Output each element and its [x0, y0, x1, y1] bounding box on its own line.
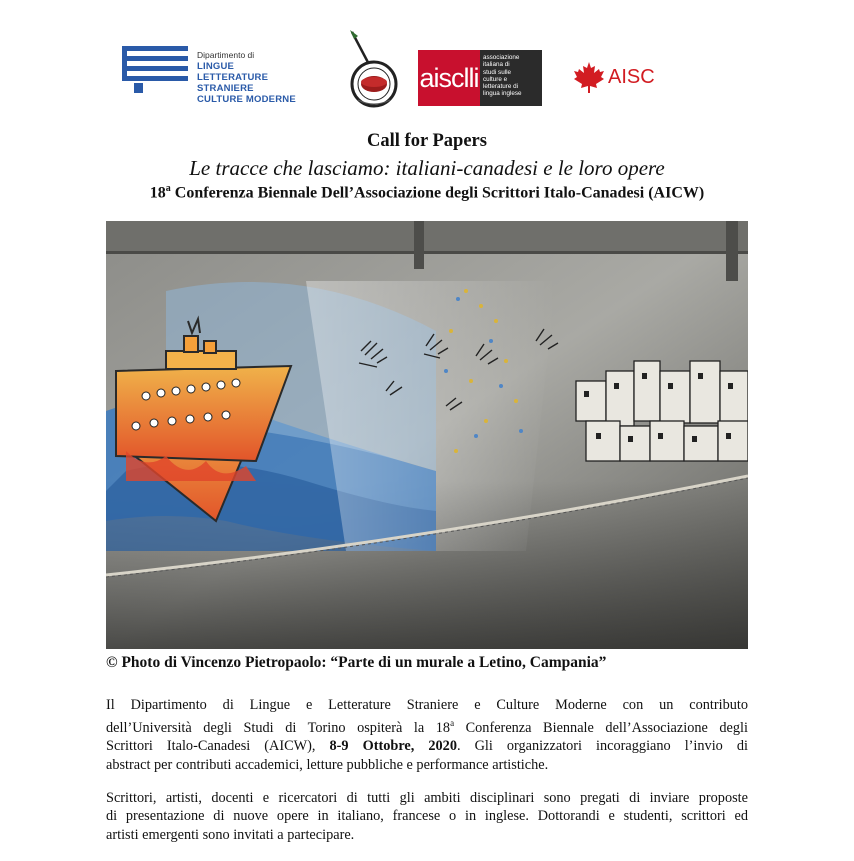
department-line-3: LETTERATURE STRANIERE	[197, 72, 269, 94]
paragraph-line: Scrittori, artisti, docenti e ricercatori di tutti gli ambiti disciplinari sono pregati di inviare proposte	[106, 790, 748, 806]
department-logo-icon	[122, 44, 190, 94]
department-line-2: LINGUE	[197, 61, 235, 72]
aisclli-line: studi sulle	[483, 68, 512, 76]
aicw-seal-logo	[338, 30, 410, 110]
conference-name: Conferenza Biennale Dell’Associazione degli Scrittori Italo-Canadesi (AICW)	[170, 184, 705, 202]
aisclli-line: lingua inglese	[483, 90, 522, 98]
conference-title: Le tracce che lasciamo: italiani-canadesi e le loro opere	[189, 156, 665, 180]
line-segment: . Gli organizzatori incoraggiano l’invio di	[456, 738, 748, 755]
aisclli-line: culture e	[483, 75, 508, 83]
aisc-wordmark: AISC	[608, 66, 655, 88]
aisc-logo	[572, 60, 672, 94]
ordinal-superscript: a	[165, 183, 171, 194]
aisclli-description	[480, 50, 542, 106]
aisclli-logo	[418, 50, 542, 106]
department-logo-text	[197, 50, 327, 105]
participants-paragraph	[106, 789, 748, 844]
line-segment: dell’Università degli Studi di Torino ospiterà la 18	[106, 720, 451, 737]
logo-bar	[0, 30, 854, 110]
intro-paragraph	[106, 696, 748, 774]
paragraph-line: abstract per contributi accademici, letture pubbliche e performance artistiche.	[106, 756, 549, 773]
department-line-1: Dipartimento di	[197, 50, 255, 60]
paragraph-line	[106, 714, 748, 737]
aisclli-line: italiana di	[483, 61, 510, 69]
maple-leaf-icon	[572, 60, 606, 94]
aisclli-line: associazione	[483, 54, 520, 61]
aisclli-line: letterature di	[483, 83, 519, 91]
line-segment: Scrittori Italo-Canadesi (AICW),	[106, 738, 330, 755]
ordinal-superscript: a	[450, 718, 455, 729]
conference-dates: 8-9 Ottobre, 2020	[329, 738, 457, 755]
paragraph-line	[106, 737, 748, 755]
paragraph-line: artisti emergenti sono invitati a partecipare.	[106, 826, 355, 843]
department-logo	[122, 44, 327, 105]
line-segment: Conferenza Biennale dell’Associazione degli	[454, 720, 748, 737]
conference-subtitle	[0, 183, 854, 202]
aisclli-wordmark: aisclli	[418, 50, 480, 106]
mural-photo	[106, 221, 748, 649]
conference-number: 18	[149, 184, 166, 202]
paragraph-line: Il Dipartimento di Lingue e Letterature Straniere e Culture Moderne con un contributo	[106, 697, 748, 713]
paragraph-line: di presentazione di nuove opere in italiano, francese o in inglese. Dottorandi e studenti, scrittori ed	[106, 808, 748, 825]
department-line-4: CULTURE MODERNE	[197, 94, 296, 105]
photo-caption: © Photo di Vincenzo Pietropaolo: “Parte di un murale a Letino, Campania”	[106, 654, 607, 671]
call-for-papers-heading: Call for Papers	[367, 131, 487, 151]
